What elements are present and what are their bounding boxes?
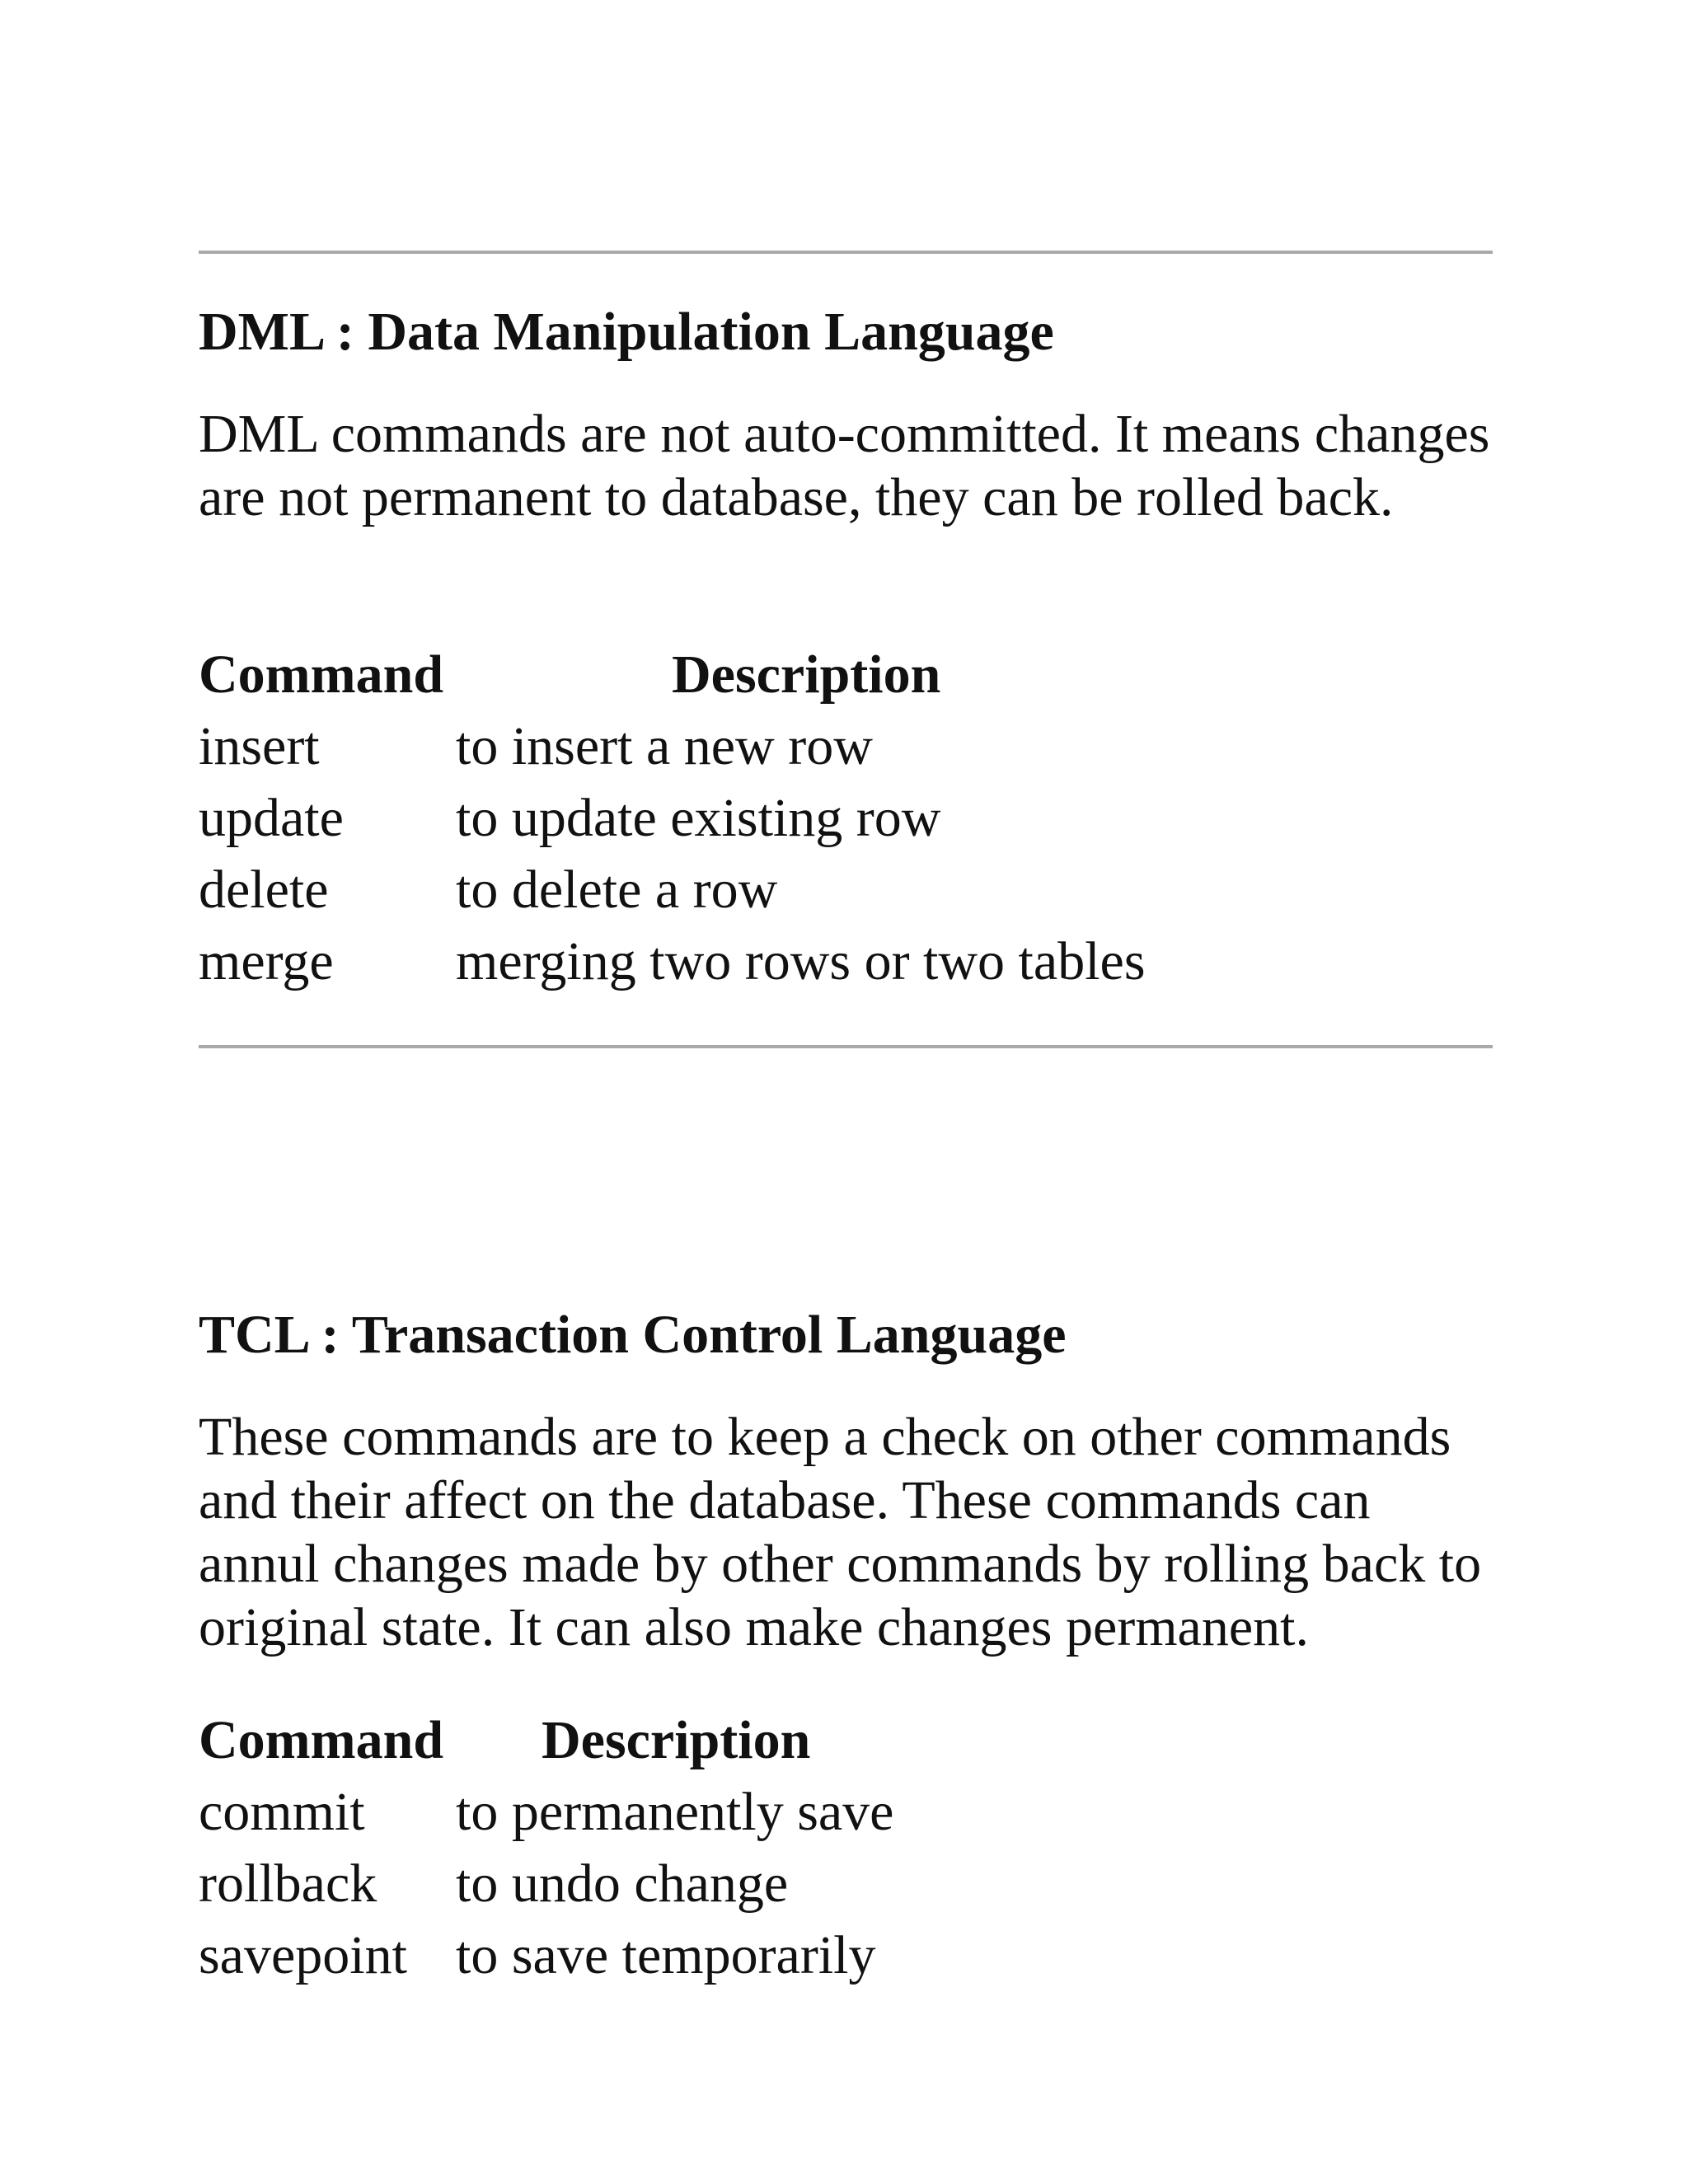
command-cell: savepoint (199, 1925, 407, 1985)
table-row (199, 1919, 1493, 1991)
table-row (199, 926, 1493, 997)
description-cell: to save temporarily (456, 1925, 876, 1985)
table-row (199, 854, 1493, 926)
dml-command-table (199, 639, 1493, 997)
command-cell: update (199, 788, 344, 848)
table-row (199, 710, 1493, 782)
command-cell: delete (199, 860, 329, 920)
tcl-heading: TCL : Transaction Control Language (199, 1305, 1067, 1365)
divider-middle (199, 1045, 1493, 1048)
command-cell: rollback (199, 1854, 377, 1914)
description-cell: to update existing row (456, 788, 941, 848)
command-cell: commit (199, 1782, 365, 1842)
divider-top (199, 251, 1493, 254)
tcl-paragraph: These commands are to keep a check on other commands and their affect on the database. These commands can annul changes made by other commands by rolling back to original state. It can also make changes permanent. (199, 1407, 1482, 1657)
description-cell: to permanently save (456, 1782, 894, 1842)
table-row (199, 1848, 1493, 1919)
table-row (199, 1776, 1493, 1848)
table-row (199, 782, 1493, 854)
dml-paragraph: DML commands are not auto-committed. It means changes are not permanent to database, they can be rolled back. (199, 404, 1490, 527)
tcl-command-table (199, 1704, 1493, 1991)
table-header-row (199, 639, 1493, 710)
command-cell: insert (199, 716, 320, 776)
command-cell: merge (199, 931, 334, 991)
table-header-row (199, 1704, 1493, 1776)
description-cell: to delete a row (456, 860, 778, 920)
command-column-header: Command (199, 1710, 444, 1770)
description-column-header: Description (672, 644, 941, 705)
command-column-header: Command (199, 644, 444, 705)
description-cell: merging two rows or two tables (456, 931, 1146, 991)
description-column-header: Description (542, 1710, 811, 1770)
dml-heading: DML : Data Manipulation Language (199, 302, 1054, 362)
description-cell: to insert a new row (456, 716, 873, 776)
description-cell: to undo change (456, 1854, 789, 1914)
